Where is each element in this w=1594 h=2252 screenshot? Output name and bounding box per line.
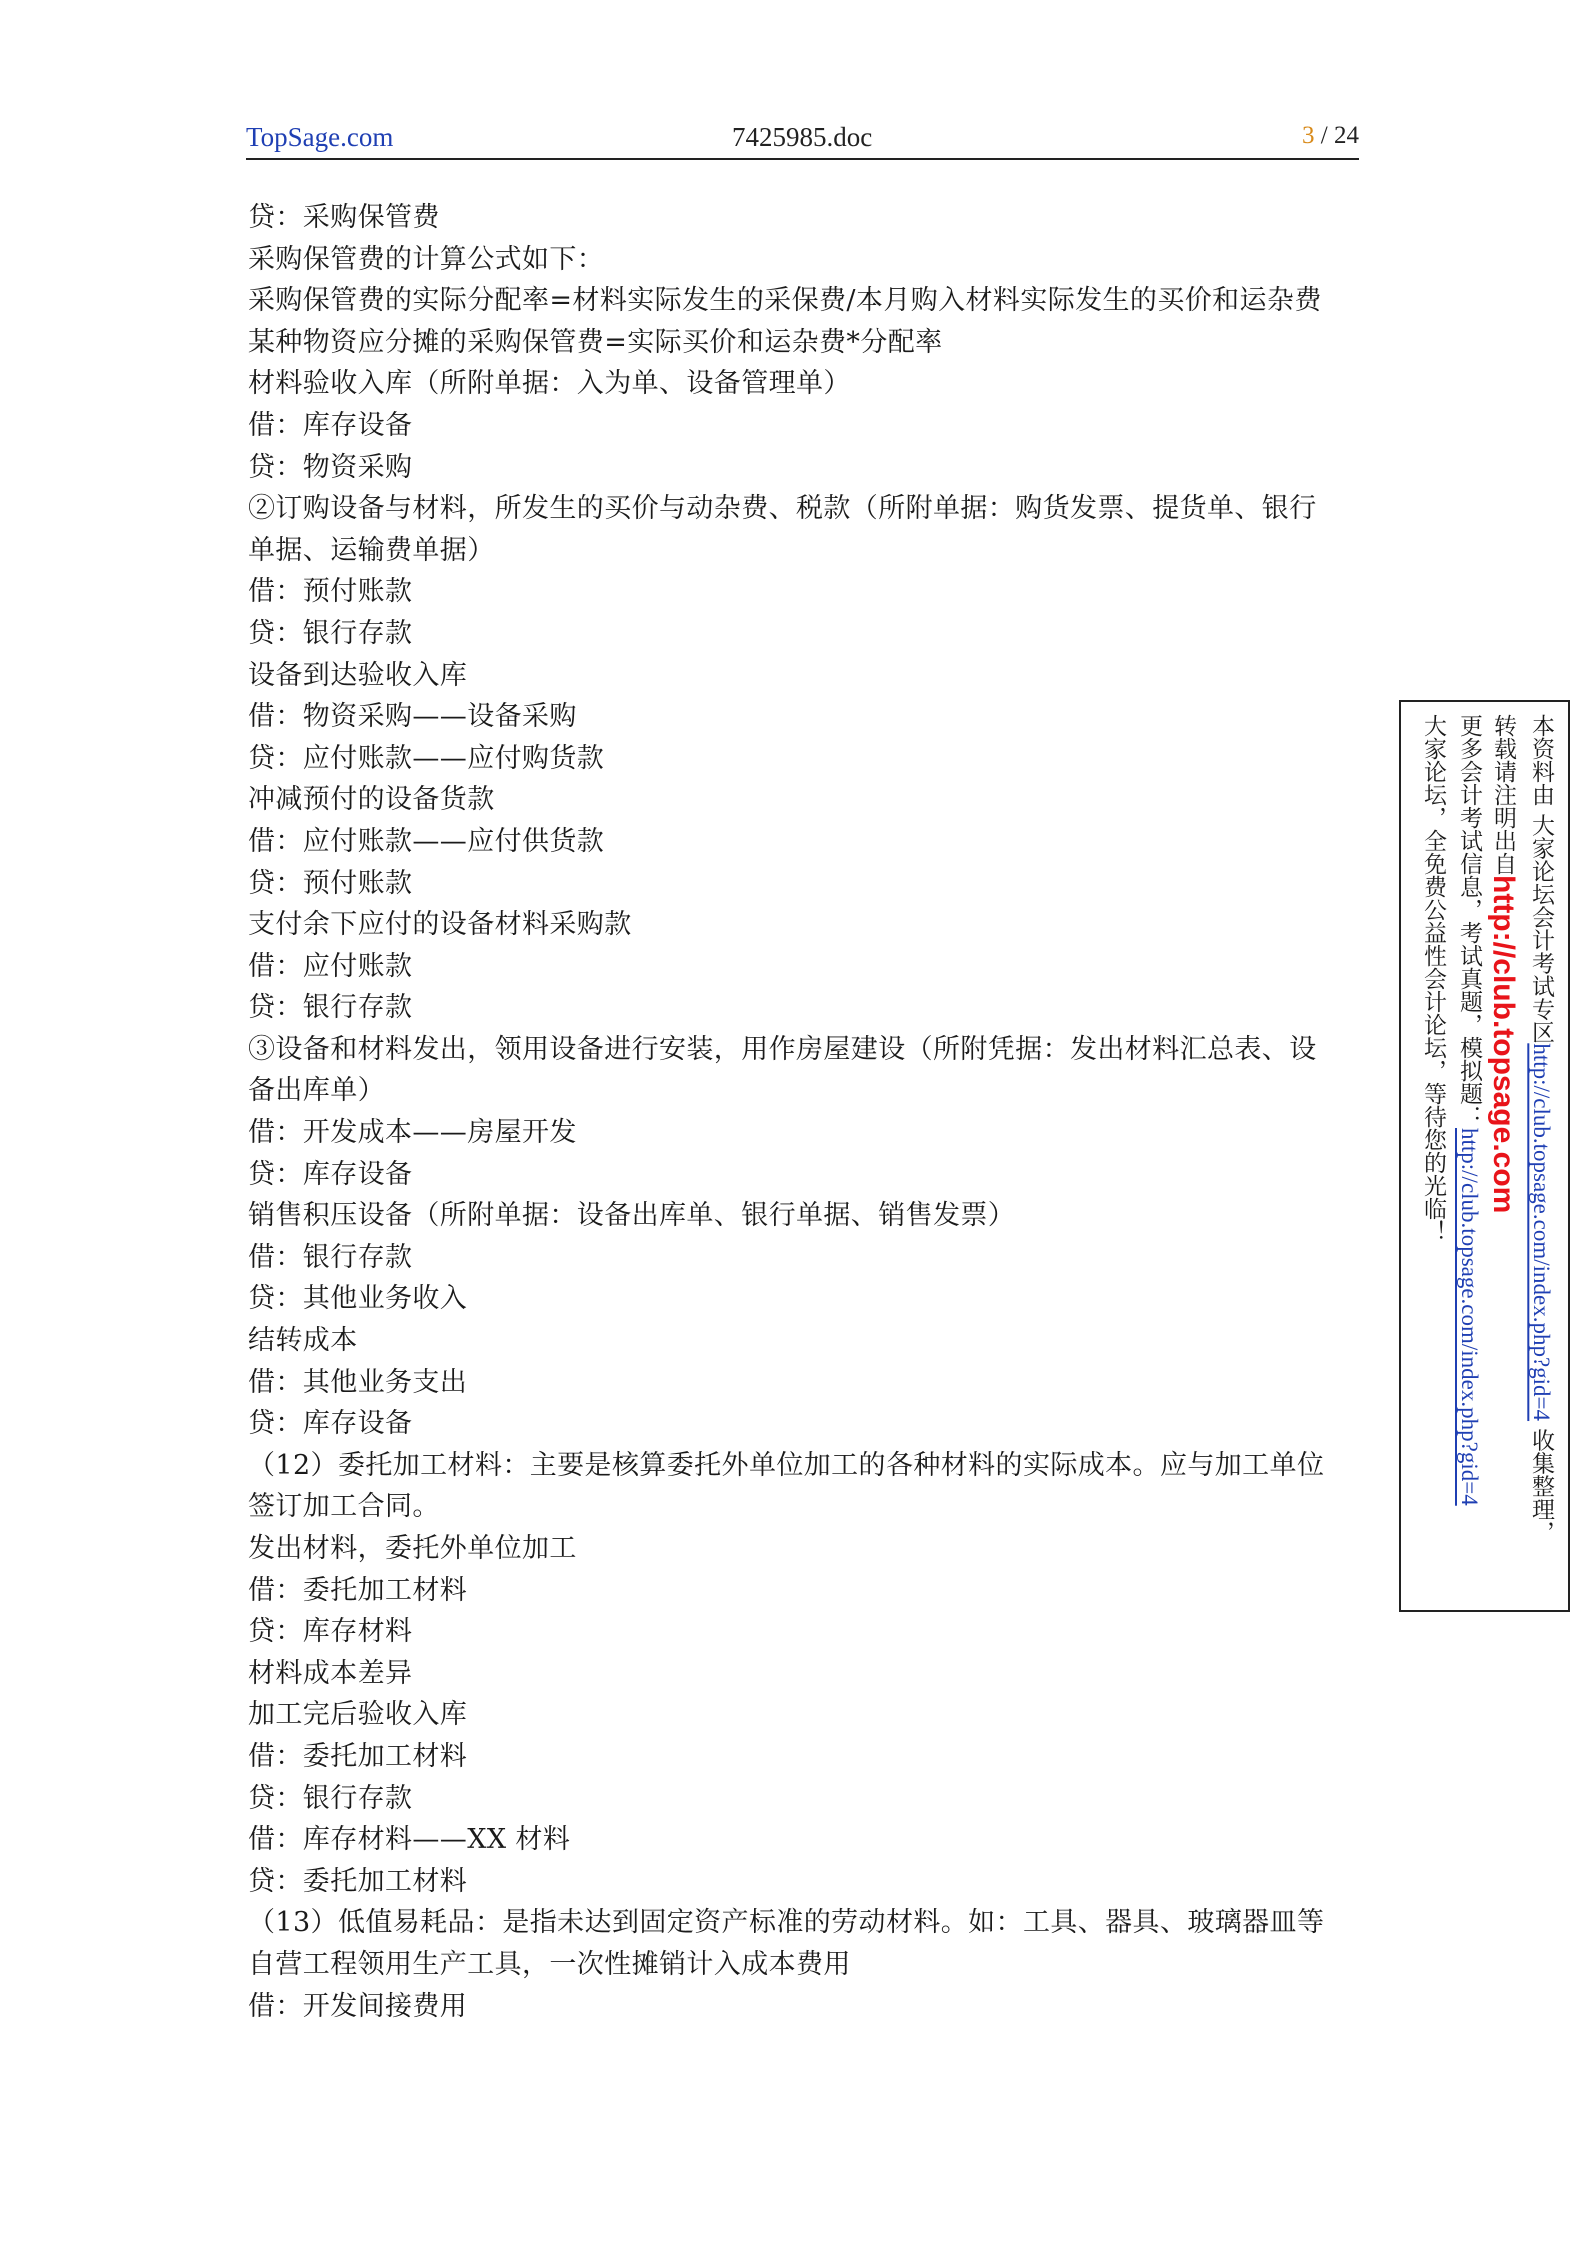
sidebox-column-3 (1455, 714, 1483, 1506)
text-line: 材料验收入库（所附单据：入为单、设备管理单） (248, 368, 851, 400)
text-line: 借：物资采购——设备采购 (248, 701, 577, 733)
text-line: 借：其他业务支出 (248, 1366, 468, 1398)
text-line: 销售积压设备（所附单据：设备出库单、银行单据、销售发票） (248, 1200, 1016, 1232)
total-pages: / 24 (1320, 122, 1359, 149)
promo-sidebox (1399, 700, 1570, 1612)
document-name: 7425985.doc (732, 122, 873, 152)
text-line: 贷：委托加工材料 (248, 1865, 468, 1897)
text-line: 贷：其他业务收入 (248, 1283, 468, 1315)
text-line: 借：应付账款 (248, 950, 413, 982)
sidebox-main-url[interactable]: http://club.topsage.com (1487, 875, 1520, 1214)
text-line: 采购保管费的计算公式如下： (248, 243, 605, 275)
text-line: 借：开发成本——房屋开发 (248, 1117, 577, 1149)
text-line: 贷：库存设备 (248, 1408, 413, 1440)
text-line: 贷：库存材料 (248, 1616, 413, 1648)
text-line: 借：委托加工材料 (248, 1574, 468, 1606)
text-line: 冲减预付的设备货款 (248, 784, 495, 816)
document-body (248, 197, 1348, 2027)
sidebox-source-text: 转载请注明出自 (1490, 714, 1516, 875)
text-line: 材料成本差异 (248, 1657, 413, 1689)
text-line: 借：应付账款——应付供货款 (248, 825, 605, 857)
text-line: 贷：银行存款 (248, 992, 413, 1024)
text-line: 某种物资应分摊的采购保管费=实际买价和运杂费*分配率 (248, 326, 943, 358)
text-line: 结转成本 (248, 1325, 358, 1357)
sidebox-intro-text: 本资料由 大家论坛会计考试专区 (1528, 714, 1554, 1044)
sidebox-more-text: 更多会计考试信息，考试真题，模拟题： (1456, 714, 1482, 1128)
text-line: 借：开发间接费用 (248, 1990, 468, 2022)
text-line: 贷：采购保管费 (248, 202, 440, 233)
text-line: 借：库存材料——XX 材料 (248, 1824, 571, 1856)
text-line: 贷：银行存款 (248, 1782, 413, 1814)
text-line: 借：委托加工材料 (248, 1740, 468, 1772)
text-line: 贷：物资采购 (248, 451, 413, 483)
text-line: ②订购设备与材料，所发生的买价与动杂费、税款（所附单据：购货发票、提货单、银行 (248, 493, 1317, 525)
text-line: 借：库存设备 (248, 409, 413, 441)
sidebox-column-1 (1527, 714, 1555, 1543)
sidebox-welcome-text: 大家论坛，全免费公益性会计论坛，等待您的光临！ (1420, 714, 1446, 1243)
page-header (246, 118, 1359, 160)
text-line: 设备到达验收入库 (248, 659, 468, 691)
text-line: （13）低值易耗品：是指未达到固定资产标准的劳动材料。如：工具、器具、玻璃器皿等 (248, 1907, 1325, 1939)
text-line: 加工完后验收入库 (248, 1699, 468, 1731)
sidebox-column-2 (1487, 714, 1520, 1214)
brand-link[interactable]: TopSage.com (246, 122, 394, 152)
text-line: 贷：库存设备 (248, 1158, 413, 1190)
sidebox-forum-link[interactable]: http://club.topsage.com/index.php?gid=4 (1529, 1043, 1554, 1422)
text-line: 借：银行存款 (248, 1241, 413, 1273)
page-number (1302, 122, 1359, 150)
text-line: ③设备和材料发出，领用设备进行安装，用作房屋建设（所附凭据：发出材料汇总表、设 (248, 1033, 1317, 1065)
sidebox-column-4 (1419, 714, 1447, 1243)
sidebox-more-link[interactable]: http://club.topsage.com/index.php?gid=4 (1457, 1128, 1482, 1506)
text-line: 支付余下应付的设备材料采购款 (248, 909, 632, 941)
text-line: 采购保管费的实际分配率=材料实际发生的采保费/本月购入材料实际发生的买价和运杂费 (248, 285, 1322, 317)
text-line: （12）委托加工材料：主要是核算委托外单位加工的各种材料的实际成本。应与加工单位 (248, 1449, 1325, 1481)
text-line: 发出材料，委托外单位加工 (248, 1533, 577, 1564)
sidebox-intro-tail: 收集整理， (1528, 1421, 1554, 1544)
text-line: 借：预付账款 (248, 576, 413, 608)
current-page: 3 (1302, 122, 1315, 149)
text-line: 自营工程领用生产工具，一次性摊销计入成本费用 (248, 1948, 851, 1980)
text-line: 贷：预付账款 (248, 867, 413, 899)
text-line: 单据、运输费单据） (248, 534, 495, 566)
text-line: 签订加工合同。 (248, 1491, 440, 1523)
text-line: 备出库单） (248, 1075, 385, 1107)
text-line: 贷：银行存款 (248, 617, 413, 649)
text-line: 贷：应付账款——应付购货款 (248, 742, 605, 774)
